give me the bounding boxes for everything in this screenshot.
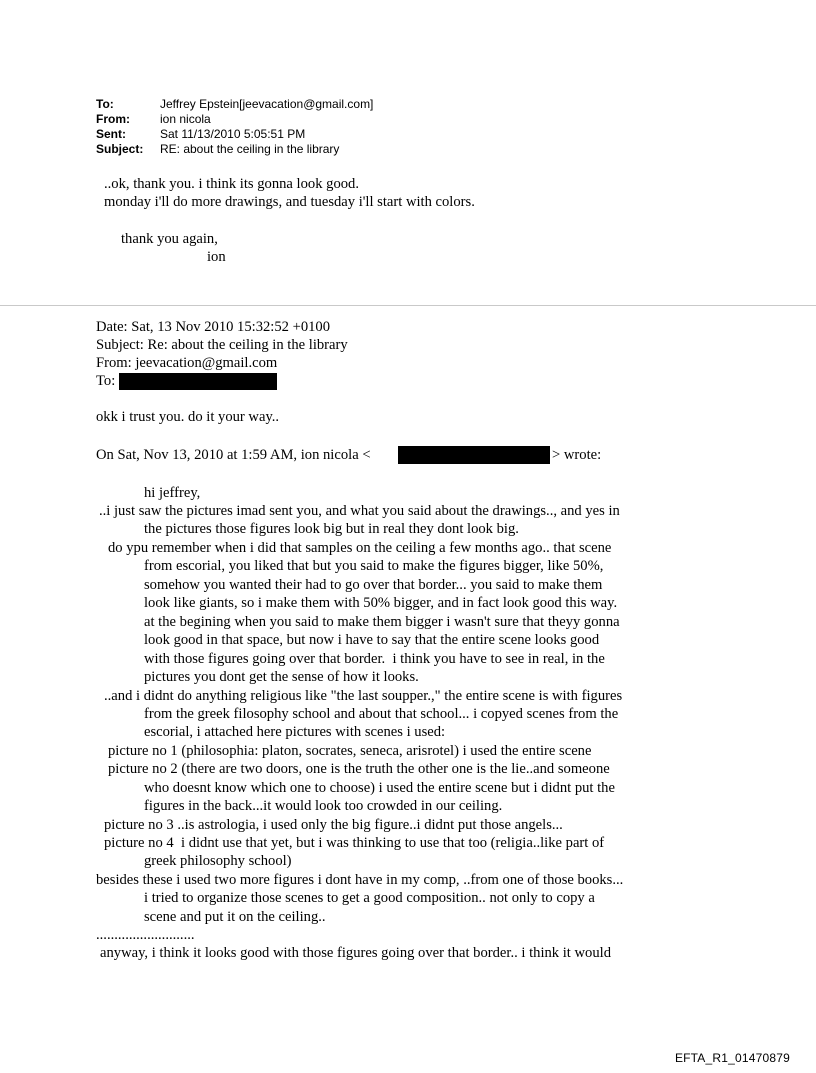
body-line: pictures you dont get the sense of how it looks. bbox=[144, 669, 419, 685]
body-line: picture no 1 (philosophia: platon, socrates, seneca, arisrotel) i used the entire scene bbox=[108, 743, 592, 759]
body-line: ..and i didnt do anything religious like "the last soupper.," the entire scene is with figures bbox=[104, 688, 623, 704]
quoted-from: From: jeevacation@gmail.com bbox=[96, 355, 278, 371]
reply-signature: ion bbox=[207, 249, 226, 265]
body-line: ........................... bbox=[96, 927, 195, 943]
from-row bbox=[96, 112, 373, 127]
body-line: hi jeffrey, bbox=[144, 485, 201, 501]
subject-value: RE: about the ceiling in the library bbox=[160, 142, 340, 156]
body-line: picture no 3 ..is astrologia, i used only the big figure..i didnt put those angels... bbox=[104, 817, 563, 833]
body-line: ..i just saw the pictures imad sent you, and what you said about the drawings.., and yes in bbox=[99, 503, 620, 519]
bates-number: EFTA_R1_01470879 bbox=[674, 1051, 790, 1065]
body-line: look good in that space, but now i have to say that the entire scene looks good bbox=[144, 632, 600, 648]
body-line: somehow you wanted their had to go over that border... you said to make them bbox=[144, 577, 603, 593]
epstein-reply: okk i trust you. do it your way.. bbox=[96, 409, 280, 425]
reply-line-2: monday i'll do more drawings, and tuesday i'll start with colors. bbox=[104, 194, 475, 210]
body-line: anyway, i think it looks good with those figures going over that border.. i think it would bbox=[100, 945, 611, 961]
body-line: picture no 4 i didnt use that yet, but i was thinking to use that too (religia..like part of bbox=[104, 835, 605, 851]
body-line: from the greek filosophy school and about that school... i copyed scenes from the bbox=[144, 706, 619, 722]
subject-label: Subject: bbox=[96, 142, 144, 156]
reply-line-1: ..ok, thank you. i think its gonna look good. bbox=[104, 176, 359, 192]
to-row bbox=[96, 97, 373, 112]
quoted-to-label: To: bbox=[96, 373, 116, 389]
from-label: From: bbox=[96, 112, 130, 126]
attribution-suffix: > wrote: bbox=[552, 447, 602, 463]
body-line: i tried to organize those scenes to get a good composition.. not only to copy a bbox=[144, 890, 595, 906]
body-line: do ypu remember when i did that samples on the ceiling a few months ago.. that scene bbox=[108, 540, 612, 556]
body-line: at the begining when you said to make them bigger i wasn't sure that theyy gonna bbox=[144, 614, 620, 630]
quoted-date: Date: Sat, 13 Nov 2010 15:32:52 +0100 bbox=[96, 319, 331, 335]
email-header bbox=[96, 97, 373, 157]
body-line: escorial, i attached here pictures with scenes i used: bbox=[144, 724, 446, 740]
quoted-subject: Subject: Re: about the ceiling in the library bbox=[96, 337, 348, 353]
attribution-prefix: On Sat, Nov 13, 2010 at 1:59 AM, ion nicola < bbox=[96, 447, 371, 463]
body-line: besides these i used two more figures i dont have in my comp, ..from one of those books... bbox=[96, 872, 624, 888]
redaction-box-to bbox=[119, 373, 277, 390]
body-line: figures in the back...it would look too crowded in our ceiling. bbox=[144, 798, 503, 814]
body-line: with those figures going over that border. i think you have to see in real, in the bbox=[144, 651, 605, 667]
body-line: the pictures those figures look big but in real they dont look big. bbox=[144, 521, 519, 537]
to-value: Jeffrey Epstein[jeevacation@gmail.com] bbox=[160, 97, 374, 111]
reply-closing: thank you again, bbox=[121, 231, 218, 247]
separator-line bbox=[0, 305, 816, 306]
body-line: picture no 2 (there are two doors, one is the truth the other one is the lie..and someone bbox=[108, 761, 610, 777]
body-line: who doesnt know which one to choose) i used the entire scene but i didnt put the bbox=[144, 780, 615, 796]
sent-row bbox=[96, 127, 373, 142]
sent-value: Sat 11/13/2010 5:05:51 PM bbox=[160, 127, 306, 141]
body-line: look like giants, so i make them with 50% bigger, and in fact look good this way. bbox=[144, 595, 618, 611]
body-line: greek philosophy school) bbox=[144, 853, 292, 869]
from-value: ion nicola bbox=[160, 112, 211, 126]
subject-row bbox=[96, 142, 373, 157]
body-line: from escorial, you liked that but you said to make the figures bigger, like 50%, bbox=[144, 558, 604, 574]
body-line: scene and put it on the ceiling.. bbox=[144, 909, 326, 925]
redaction-box-email bbox=[398, 446, 550, 464]
sent-label: Sent: bbox=[96, 127, 126, 141]
to-label: To: bbox=[96, 97, 114, 111]
